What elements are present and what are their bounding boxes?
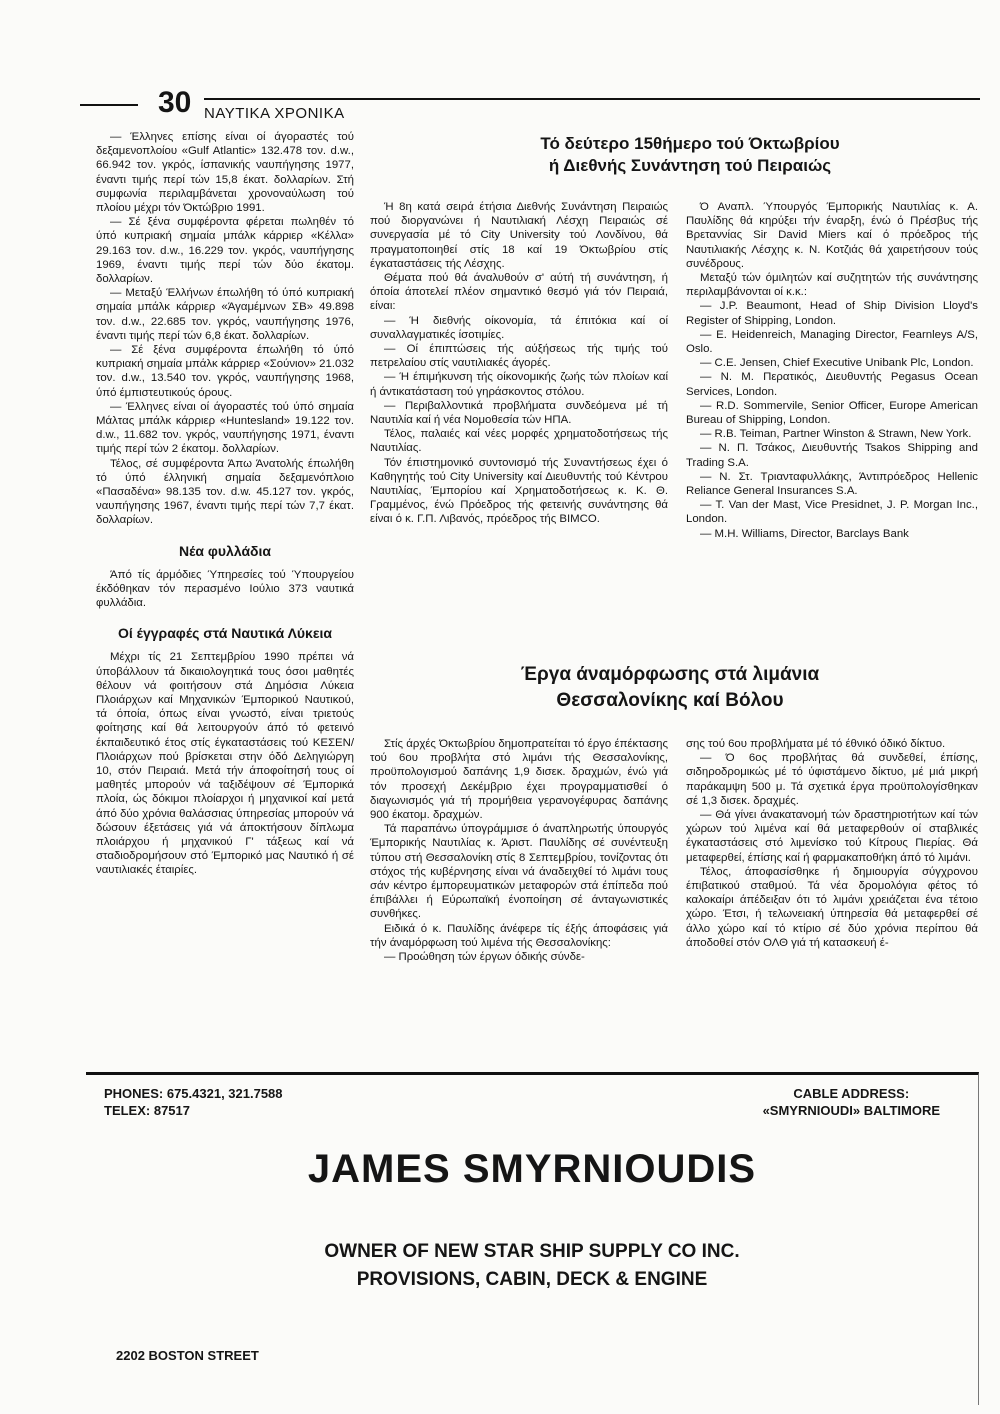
paragraph: — Ν. Π. Τσάκος, Διευθυντής Tsakos Shipping and Trading S.A.	[686, 442, 978, 469]
column-piraeus-meeting-left	[370, 200, 668, 527]
paragraph: Ειδικά ό κ. Παυλίδης άνέφερε τίς έξής άποφάσεις γιά τήν άναμόρφωση τού λιμένα τής Θεσσαλονίκης:	[370, 922, 668, 949]
ad-phones: PHONES: 675.4321, 321.7588	[104, 1086, 283, 1101]
paragraph: — Ή διεθνής οίκονομία, τά έπιτόκια καί οί συναλλαγματικές ίσοτιμίες.	[370, 314, 668, 341]
column-piraeus-meeting-right	[686, 200, 978, 541]
paragraph: Τέλος, παλαιές καί νέες μορφές χρηματοδοτήσεως τής Ναυτιλίας.	[370, 428, 668, 455]
paragraph: — Έλληνες επίσης είναι οί άγοραστές τού δεξαμενοπλοίου «Gulf Atlantic» 132.478 τον. d.w., 66.942 τον. γκρός, ίσπανικής ναυπήγησης 1977, έναντι τιμής περί τών 15,8 έκατ. δολλαρίων. Στή συμφωνία περιλαμβάνεται χρονοναύλωση τού πλοίου μέχρι τόν Όκτώβριο 1991.	[96, 131, 354, 215]
paragraph: — Ή έπιμήκυνση τής οίκονομικής ζωής τών πλοίων καί ή άντικατάσταση τού γηράσκοντος στόλου.	[370, 371, 668, 398]
ad-telex: TELEX: 87517	[104, 1103, 190, 1118]
section-title-naval-schools: Οί έγγραφές στά Ναυτικά Λύκεια	[117, 625, 332, 642]
section-title-leaflets: Νέα φυλλάδια	[178, 542, 272, 559]
ad-cable	[763, 1085, 940, 1119]
paragraph: — J.P. Beaumont, Head of Ship Division Lloyd's Register of Shipping, London.	[686, 300, 978, 327]
paragraph: Τά παραπάνω ύπογράμμισε ό άναπληρωτής ύπουργός Έμπορικής Ναυτιλίας κ. Άριστ. Παυλίδης σέ συνέντευξη τύπου στή Θεσσαλονίκη στίς 8 Σεπτεμβρίου, τονίζοντας ότι στόχος τής κυβέρνησης είναι νά άναδειχθεί τό λιμάνι τους σάν κέντρο έμπορευματικών μεταφορών στά έπίπεδα πού έπιβάλλει ή Εύρωπαϊκή ένοποίηση σέ άνταγωνιστικές συνθήκες.	[370, 823, 668, 921]
paragraph: Μέχρι τίς 21 Σεπτεμβρίου 1990 πρέπει νά ύποβάλλουν τά δικαιολογητικά τους όσοι μαθητές θέλουν νά φοιτήσουν στά Δημόσια Λύκεια Πλοιάρχων καί Μηχανικών Έμπορικού Ναυτικού, τά όποία, όπως είναι γνωστό, είναι τριετούς φοίτησης καί θά λειτουργούν άπό τό φετεινό έκπαιδευτικό έτος στίς έγκαταστάσεις τού ΚΕΣΕΝ/Πλοιάρχων πού βρίσκεται στην όδό Δεληγιώργη 10, στόν Πειραιά. Μετά τήν άποφοίτησή τους οί μαθητές μπορούν νά ταξιδέψουν σέ Έμπορικά πλοία, ώς δόκιμοι πλοίαρχοι ή μηχανικοί καί μετά άπό δύο χρόνια θαλάσσιας ύπηρεσίας μπορούν νά δώσουν έξετάσεις γιά νά άποκτήσουν δίπλωμα πλοιάρχου ή μηχανικού Γ' τάξεως καί νά σταδιοδρομήσουν στό Έμπορικό μας Ναυτικό ή σέ ναυτιλιακές έταιρίες.	[96, 651, 354, 877]
paragraph: Ό Αναπλ. Ύπουργός Έμπορικής Ναυτιλίας κ. Α. Παυλίδης θά κηρύξει τήν έναρξη, ένώ ό Πρέσβυς τής Βρεταννίας Sir David Miers καί ό πρόεδρος τής Ναυτιλιακής Λέσχης κ. Ν. Κοτζιάς θά χαιρετήσουν τούς συνέδρους.	[686, 201, 978, 270]
ad-company-name: JAMES SMYRNIOUDIS	[307, 1147, 757, 1191]
paragraph: — Προώθηση τών έργων όδικής σύνδε-	[384, 951, 585, 964]
paragraph: — Σέ ξένα συμφέροντα φέρεται πωληθέν τό ύπό κυπριακή σημαία μπάλκ κάρριερ «Κέλλα» 29.163 τον. d.w., 16.229 τον. γκρός, ναυπήγησης 1969, έναντι τιμής περί τών δύο έκατομ. δολλαρίων.	[96, 216, 354, 286]
article-title-piraeus-meeting	[440, 133, 940, 177]
paragraph: Άπό τίς άρμόδιες Ύπηρεσίες τού Ύπουργείου έκδόθηκαν τόν περασμένο Ιούλιο 373 ναυτικά φυλλάδια.	[96, 568, 354, 610]
ad-contact	[104, 1085, 283, 1119]
page-number: 30	[158, 86, 192, 119]
title-line: Τό δεύτερο 15θήμερο τού Όκτωβρίου	[540, 134, 840, 153]
ad-address: 2202 BOSTON STREET	[116, 1348, 259, 1363]
paragraph: Μεταξύ τών όμιλητών καί συζητητών τής συνάντησης περιλαμβάνονται οί κ.κ.:	[686, 272, 978, 299]
paragraph: Στίς άρχές Όκτωβρίου δημοπρατείται τό έργο έπέκτασης τού 6ου προβλήτα στό λιμάνι τής Θεσσαλονίκης, προϋπολογισμού δαπάνης 1,9 δισεκ. δραχμών, ένώ γιά τόν προσεχή Δεκέμβριο έχει προγραμματισθεί ό διαγωνισμός γιά τή προμήθεια γερανογέφυρας δαπάνης 900 έκατομ. δραχμών.	[370, 738, 668, 822]
paragraph: Ή 8η κατά σειρά έτήσια Διεθνής Συνάντηση Πειραιώς πού διοργανώνει ή Ναυτιλιακή Λέσχη Πειραιώς σέ συνεργασία μέ τό City University τού Λονδίνου, θά πραγματοποιηθεί στίς 18 καί 19 Όκτωβρίου στίς έγκαταστάσεις τής Λέσχης.	[370, 201, 668, 270]
paragraph: — R.D. Sommervile, Senior Officer, Europe American Bureau of Shipping, London.	[686, 399, 978, 427]
title-line: Θεσσαλονίκης καί Βόλου	[556, 690, 784, 711]
publication-title: ΝΑΥΤΙΚΑ ΧΡΟΝΙΚΑ	[204, 105, 345, 122]
page-header	[80, 86, 980, 122]
paragraph: — Μεταξύ Έλλήνων έπωλήθη τό ύπό κυπριακή σημαία μπάλκ κάρριερ «Άγαμέμνων ΣΒ» 49.898 τον. d.w., 22.685 τον. γκρός, ναυπήγησης 1976, έναντι τιμής περί τών 6,8 έκατ. δολλαρίων.	[96, 287, 354, 342]
paragraph: σης τού 6ου προβλήματα μέ τό έθνικό όδικό δίκτυο.	[686, 738, 946, 750]
paragraph: — M.H. Williams, Director, Barclays Bank	[700, 527, 909, 540]
title-line: ή Διεθνής Συνάντηση τού Πειραιώς	[548, 156, 832, 175]
paragraph: — R.B. Teiman, Partner Winston & Strawn, New York.	[700, 428, 972, 441]
paragraph: — Έλληνες είναι οί άγοραστές τού ύπό σημαία Μάλτας μπάλκ κάρριερ «Huntesland» 19.122 τον. d.w., 11.682 τον. γκρός, ναυπήγησης 1971, έναντι τιμής περί τών 2 έκατομ. δολλαρίων.	[96, 400, 354, 456]
header-rule-right	[204, 98, 980, 100]
ad-cable-label: CABLE ADDRESS:	[793, 1086, 910, 1101]
paragraph: — C.E. Jensen, Chief Executive Unibank Plc, London.	[700, 357, 974, 370]
paragraph: — E. Heidenreich, Managing Director, Fearnleys A/S, Oslo.	[686, 328, 978, 356]
header-rule-left	[80, 104, 138, 106]
column-harbour-works-left	[370, 737, 668, 964]
paragraph: Τέλος, σέ συμφέροντα Άπω Άνατολής έπωλήθη τό ύπό έλληνική σημαία δεξαμενόπλοιο «Πασαδένα» 98.135 τον. d.w. 45.127 τον. γκρός, ναυπήγησης 1967, έναντι τιμής περί τών 7,7 έκατ. δολλαρίων.	[96, 457, 354, 527]
column-harbour-works-right	[686, 737, 978, 950]
ad-tagline: OWNER OF NEW STAR SHIP SUPPLY CO INC.	[324, 1241, 740, 1262]
article-title-harbour-works	[410, 662, 930, 714]
paragraph: — Ν. Μ. Περατικός, Διευθυντής Pegasus Ocean Services, London.	[686, 371, 978, 398]
paragraph: — Οί έπιπτώσεις τής αύξήσεως τής τιμής τού πετρελαίου στίς ναυτιλιακές άγορές.	[370, 343, 668, 370]
advertisement-box	[86, 1072, 979, 1405]
ad-tagline: PROVISIONS, CABIN, DECK & ENGINE	[356, 1269, 708, 1290]
paragraph: — Περιβαλλοντικά προβλήματα συνδεόμενα μέ τή Ναυτιλία καί ή νέα Νομοθεσία τών ΗΠΑ.	[370, 399, 668, 427]
paragraph: — Ό 6ος προβλήτας θά συνδεθεί, έπίσης, σιδηροδρομικώς μέ τό ύφιστάμενο δίκτυο, μέ μιά μικρή παράκαμψη 500 μ. Τά σχετικά έργα προϋπολογίσθηκαν σέ 1,3 δισεκ. δραχμές.	[686, 752, 978, 807]
column-ship-sales	[96, 130, 354, 878]
paragraph: — Σέ ξένα συμφέροντα έπωλήθη τό ύπό κυπριακή σημαία μπάλκ κάρριερ «Σούνιον» 21.032 τον. d.w., 13.540 τον. γκρός, ναυπήγησης 1968, ύπό έμπιστευτικούς όρους.	[96, 344, 354, 399]
paragraph: — Θά γίνει άνακατανομή τών δραστηριοτήτων καί τών χώρων τού λιμένα καί θά μεταφερθούν οί σταβλικές έγκαταστάσεις στό λιμενίσκο τού Κίτρους Πιερίας. Θά μεταφερθεί, έπίσης καί ή φαρμακαποθήκη άπό τό λιμάνι.	[686, 809, 978, 864]
paragraph: Θέματα πού θά άναλυθούν σ' αύτή τή συνάντηση, ή όποία άποτελεί πλέον σημαντικό θεσμό γιά τόν Πειραιά, είναι:	[370, 272, 668, 313]
ad-cable-value: «SMYRNIOUDI» BALTIMORE	[762, 1103, 940, 1118]
paragraph: — Ν. Στ. Τριανταφυλλάκης, Άντιπρόεδρος Hellenic Reliance General Insurances S.A.	[686, 470, 978, 498]
paragraph: — T. Van der Mast, Vice Presidnet, J. P. Morgan Inc., London.	[686, 499, 978, 526]
paragraph: Τόν έπιστημονικό συντονισμό τής Συναντήσεως έχει ό Καθηγητής τού City University καί Διευθυντής τού Κέντρου Ναυτιλίας, Έμπορίου καί Χρηματοδοτήσεως κ. Κ. Θ. Γραμμένος, ένώ Πρόεδρος τής φετεινής συνάντησης θά είναι ό κ. Γ.Π. Λιβανός, πρόεδρος τής BIMCO.	[370, 456, 668, 526]
paragraph: Τέλος, άποφασίσθηκε ή δημιουργία σύγχρονου έπιβατικού σταθμού. Τά νέα δρομολόγια φέτος τό καλοκαίρι άπέδειξαν ότι τό λιμάνι χρειάζεται ένα τέτοιο χώρο. Έτσι, ή τελωνειακή ύπηρεσία θά μεταφερθεί σέ άλλο χώρο καί τό κτίριο σέ δύο χρόνια περίπου θά άποδοθεί στόν ΟΛΘ γιά τή κατασκευή έ-	[686, 865, 978, 949]
title-line: Έργα άναμόρφωσης στά λιμάνια	[520, 664, 820, 685]
